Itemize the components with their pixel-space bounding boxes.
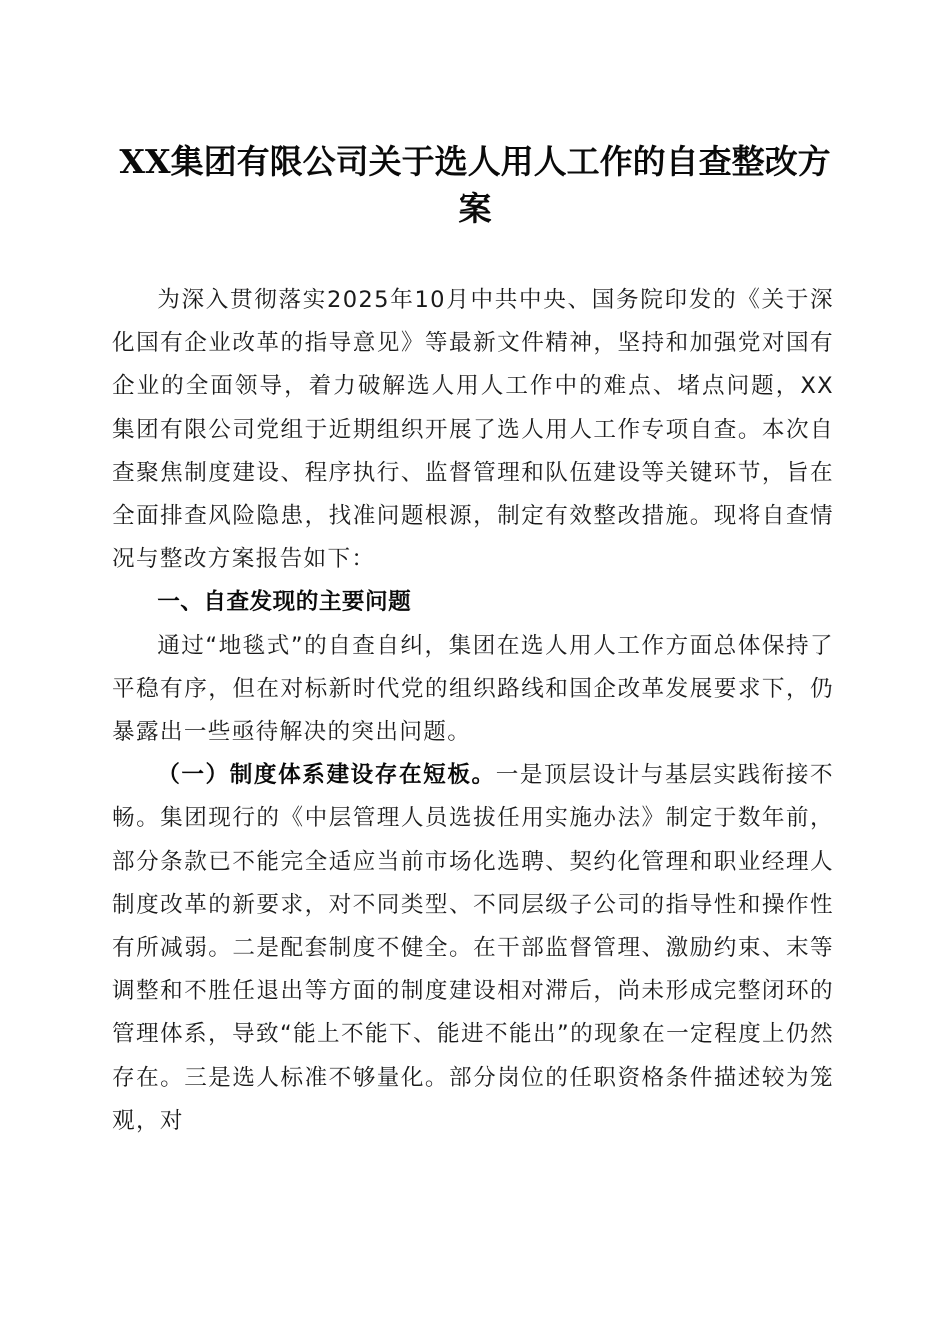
section-1-summary-paragraph: 通过“地毯式”的自查自纠，集团在选人用人工作方面总体保持了平稳有序，但在对标新时代党的组织路线和国企改革发展要求下，仍暴露出一些亟待解决的突出问题。	[112, 632, 834, 746]
document-body	[112, 279, 834, 1143]
subsection-1-text: 一是顶层设计与基层实践衔接不畅。集团现行的《中层管理人员选拔任用实施办法》制定于数年前，部分条款已不能完全适应当前市场化选聘、契约化管理和职业经理人制度改革的新要求，对不同类型、不同层级子公司的指导性和操作性有所减弱。二是配套制度不健全。在干部监督管理、激励约束、末等调整和不胜任退出等方面的制度建设相对滞后，尚未形成完整闭环的管理体系，导致“能上不能下、能进不能出”的现象在一定程度上仍然存在。三是选人标准不够量化。部分岗位的任职资格条件描述较为笼观，对	[112, 762, 835, 1134]
intro-paragraph: 为深入贯彻落实2025年10月中共中央、国务院印发的《关于深化国有企业改革的指导意见》等最新文件精神，坚持和加强党对国有企业的全面领导，着力破解选人用人工作中的难点、堵点问题，XX集团有限公司党组于近期组织开展了选人用人工作专项自查。本次自查聚焦制度建设、程序执行、监督管理和队伍建设等关键环节，旨在全面排查风险隐患，找准问题根源，制定有效整改措施。现将自查情况与整改方案报告如下：	[112, 287, 834, 573]
document-title: XX集团有限公司关于选人用人工作的自查整改方案	[119, 142, 831, 228]
section-heading-1: 一、自查发现的主要问题	[157, 589, 412, 616]
subsection-1-lead: （一）制度体系建设存在短板。	[157, 762, 496, 789]
subsection-1-paragraph	[112, 754, 834, 1143]
